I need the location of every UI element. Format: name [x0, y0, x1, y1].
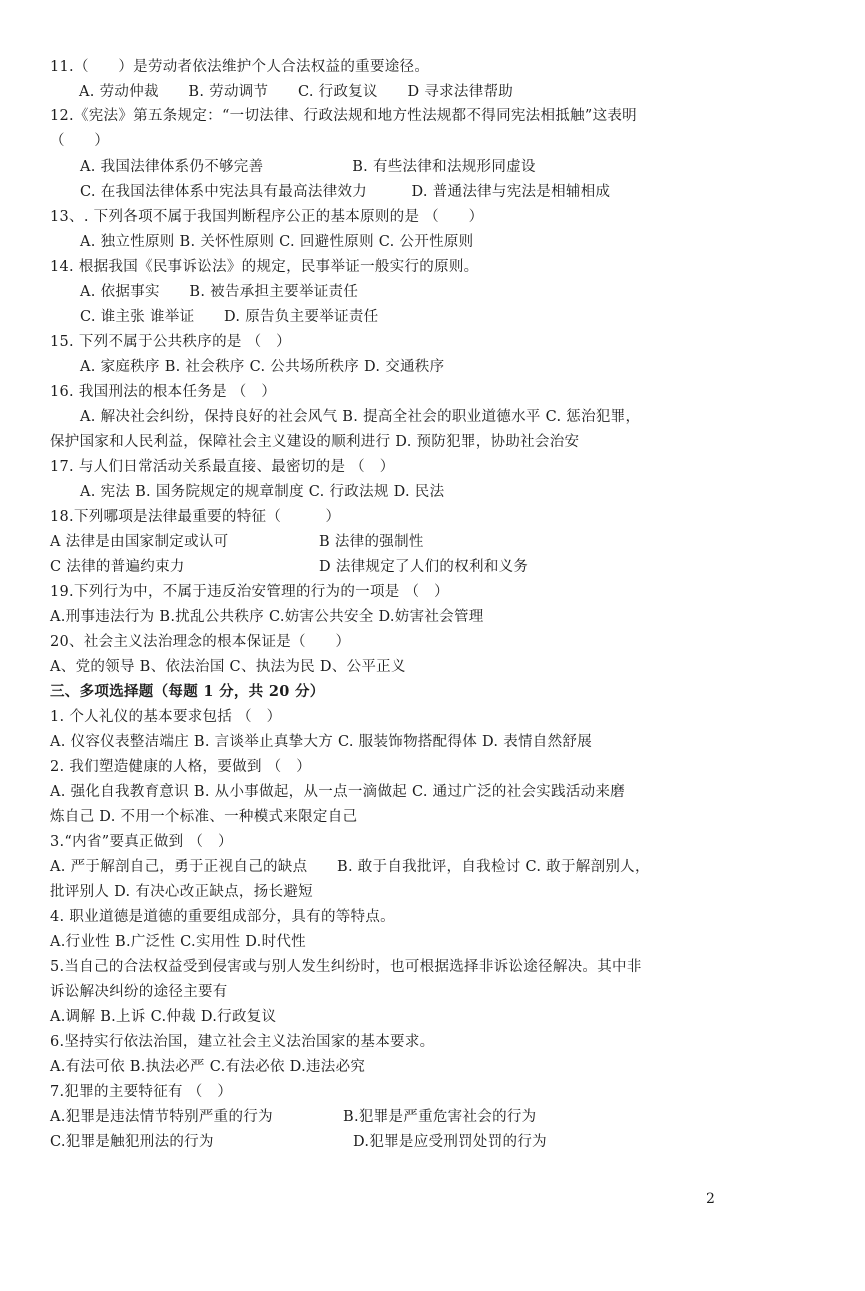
option-line: 炼自己 D. 不用一个标准、一种模式来限定自己	[50, 809, 358, 825]
option-line: A.犯罪是违法情节特别严重的行为	[50, 1109, 273, 1125]
question-line: 17. 与人们日常活动关系最直接、最密切的是 （ ）	[50, 459, 395, 475]
question-line: 19.下列行为中，不属于违反治安管理的行为的一项是 （ ）	[50, 584, 449, 600]
question-line: 5.当自己的合法权益受到侵害或与别人发生纠纷时，也可根据选择非诉讼途径解决。其中非	[50, 959, 642, 975]
question-line: 14. 根据我国《民事诉讼法》的规定，民事举证一般实行的原则。	[50, 259, 479, 275]
option-line: A. 我国法律体系仍不够完善 B. 有些法律和法规形同虚设	[80, 159, 536, 175]
question-line: （ ）	[50, 133, 110, 149]
question-line: 1. 个人礼仪的基本要求包括 （ ）	[50, 709, 282, 725]
option-line: 批评别人 D. 有决心改正缺点，扬长避短	[50, 884, 313, 900]
option-line: A.有法可依 B.执法必严 C.有法必依 D.违法必究	[50, 1059, 366, 1075]
option-line: A. 解决社会纠纷，保持良好的社会风气 B. 提高全社会的职业道德水平 C. 惩治犯罪，	[80, 409, 641, 425]
option-line: C.犯罪是触犯刑法的行为	[50, 1134, 214, 1150]
section-heading: 三、多项选择题（每题 1 分，共 20 分）	[50, 683, 325, 700]
option-line: A. 依据事实 B. 被告承担主要举证责任	[80, 284, 359, 300]
option-line: A 法律是由国家制定或认可	[50, 534, 229, 550]
option-line: C. 谁主张 谁举证 D. 原告负主要举证责任	[80, 309, 379, 325]
question-line: 4. 职业道德是道德的重要组成部分，具有的等特点。	[50, 909, 395, 925]
option-line: A、党的领导 B、依法治国 C、执法为民 D、公平正义	[50, 659, 406, 675]
question-line: 18.下列哪项是法律最重要的特征（ ）	[50, 509, 341, 525]
option-line: B.犯罪是严重危害社会的行为	[343, 1109, 537, 1125]
question-line: 3.“内省”要真正做到 （ ）	[50, 834, 233, 850]
option-line: A.行业性 B.广泛性 C.实用性 D.时代性	[50, 934, 306, 950]
option-line: C 法律的普遍约束力	[50, 559, 185, 575]
question-line: 6.坚持实行依法治国，建立社会主义法治国家的基本要求。	[50, 1034, 435, 1050]
question-line: 诉讼解决纠纷的途径主要有	[50, 984, 228, 1000]
option-line: A. 严于解剖自己，勇于正视自己的缺点 B. 敢于自我批评，自我检讨 C. 敢于解剖别人，	[50, 859, 650, 875]
option-line: 保护国家和人民利益，保障社会主义建设的顺利进行 D. 预防犯罪，协助社会治安	[50, 434, 580, 450]
question-line: 2. 我们塑造健康的人格，要做到 （ ）	[50, 759, 312, 775]
option-line: D 法律规定了人们的权利和义务	[319, 559, 529, 575]
option-line: A.刑事违法行为 B.扰乱公共秩序 C.妨害公共安全 D.妨害社会管理	[50, 609, 484, 625]
option-line: D.犯罪是应受刑罚处罚的行为	[353, 1134, 547, 1150]
option-line: B 法律的强制性	[319, 534, 424, 550]
question-line: 20、社会主义法治理念的根本保证是（ ）	[50, 634, 351, 650]
option-line: A. 宪法 B. 国务院规定的规章制度 C. 行政法规 D. 民法	[80, 484, 445, 500]
question-line: 15. 下列不属于公共秩序的是 （ ）	[50, 334, 291, 350]
option-line: A. 家庭秩序 B. 社会秩序 C. 公共场所秩序 D. 交通秩序	[80, 359, 445, 375]
question-line: 16. 我国刑法的根本任务是 （ ）	[50, 384, 277, 400]
page-number: 2	[706, 1191, 715, 1207]
option-line: A. 强化自我教育意识 B. 从小事做起，从一点一滴做起 C. 通过广泛的社会实践活动来磨	[50, 784, 626, 800]
option-line: A. 独立性原则 B. 关怀性原则 C. 回避性原则 C. 公开性原则	[80, 234, 474, 250]
question-line: 7.犯罪的主要特征有 （ ）	[50, 1084, 233, 1100]
option-line: A.调解 B.上诉 C.仲裁 D.行政复议	[50, 1009, 277, 1025]
question-line: 11.（ ）是劳动者依法维护个人合法权益的重要途径。	[50, 59, 430, 75]
question-line: 12.《宪法》第五条规定：“一切法律、行政法规和地方性法规都不得同宪法相抵触”这表明	[50, 108, 637, 124]
option-line: C. 在我国法律体系中宪法具有最高法律效力 D. 普通法律与宪法是相辅相成	[80, 184, 611, 200]
option-line: A. 仪容仪表整洁端庄 B. 言谈举止真挚大方 C. 服装饰物搭配得体 D. 表情自然舒展	[50, 734, 593, 750]
question-line: 13、. 下列各项不属于我国判断程序公正的基本原则的是 （ ）	[50, 209, 484, 225]
option-line: A. 劳动仲裁 B. 劳动调节 C. 行政复议 D 寻求法律帮助	[79, 84, 514, 100]
